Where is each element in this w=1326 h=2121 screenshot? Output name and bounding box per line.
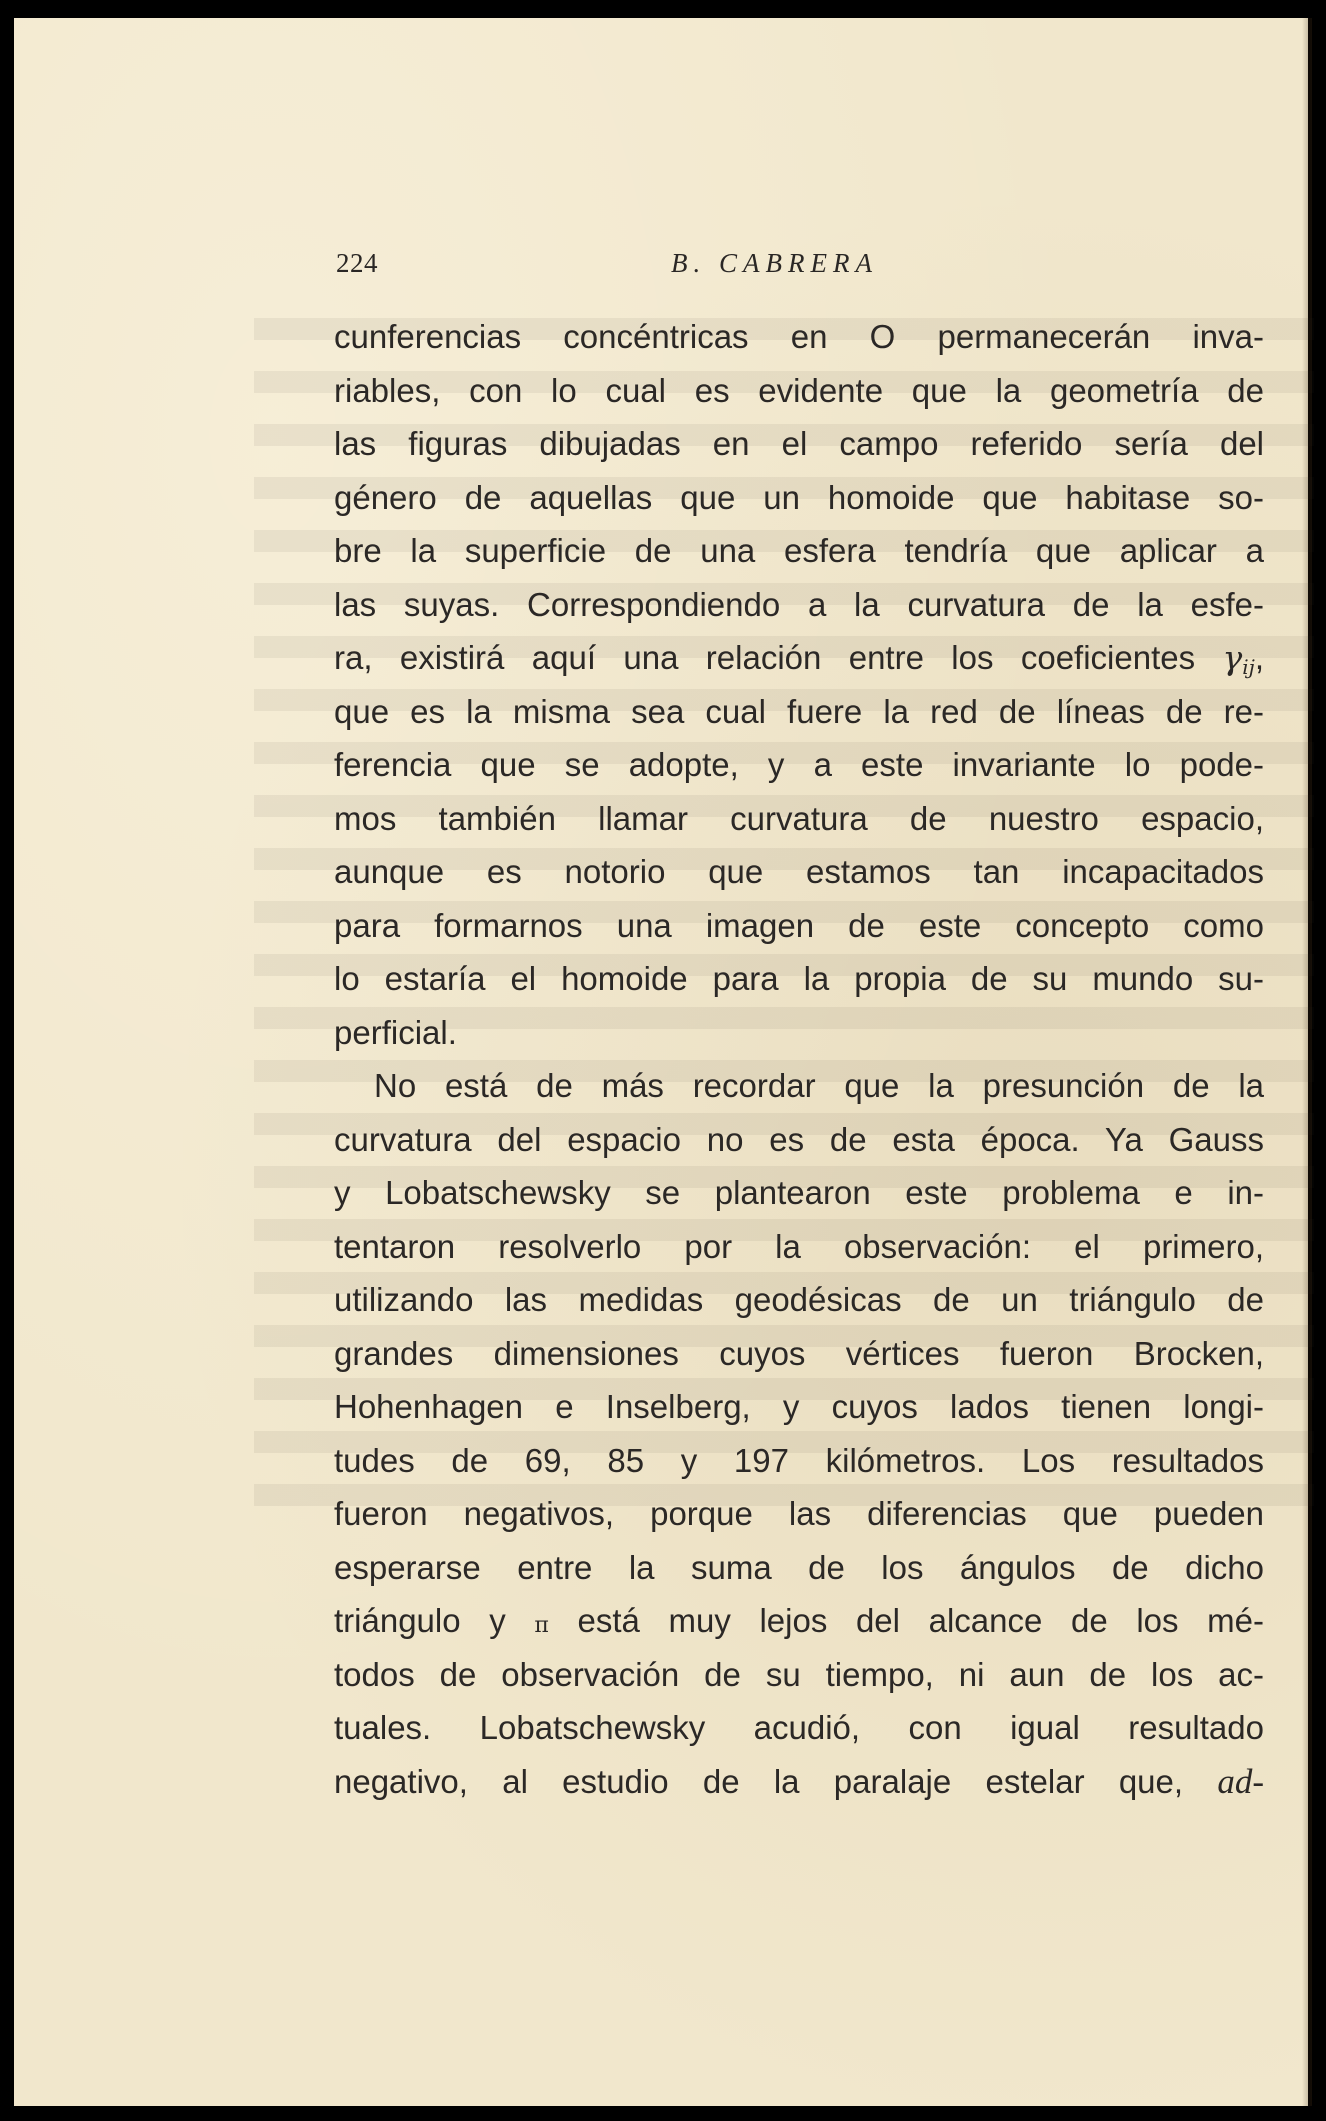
gamma-symbol: γ — [1222, 638, 1243, 677]
text-segment: está muy lejos del alcance de los mé- — [577, 1602, 1264, 1639]
text-line: cunferencias concéntricas en O permanecerán inva- — [334, 318, 1264, 355]
text-line: y Lobatschewsky se plantearon este problema e in- — [334, 1174, 1264, 1211]
text-segment: triángulo y — [334, 1602, 506, 1639]
text-line: curvatura del espacio no es de esta época. Ya Gauss — [334, 1120, 1264, 1158]
gamma-trailing-comma: , — [1254, 639, 1265, 676]
text-line: género de aquellas que un homoide que habitase so- — [334, 478, 1264, 516]
text-line: las suyas. Correspondiendo a la curvatura de la esfe- — [334, 585, 1264, 623]
paragraph-start-line: No está de más recordar que la presunción de la — [374, 1067, 1264, 1104]
text-line: Hohenhagen e Inselberg, y cuyos lados tienen longi- — [334, 1388, 1264, 1425]
pi-symbol: π — [534, 1613, 549, 1638]
text-line: grandes dimensiones cuyos vértices fueron Brocken, — [334, 1334, 1264, 1372]
text-line: para formarnos una imagen de este concepto como — [334, 906, 1264, 944]
page-edge-shadow — [1302, 18, 1312, 2106]
text-line: aunque es notorio que estamos tan incapacitados — [334, 853, 1264, 890]
text-line-with-symbol — [334, 1594, 1264, 1648]
page-header — [336, 248, 1262, 288]
text-line: esperarse entre la suma de los ángulos de dicho — [334, 1548, 1264, 1586]
paragraph-end-line: perficial. — [334, 1013, 457, 1051]
text-line: bre la superficie de una esfera tendría que aplicar a — [334, 532, 1264, 569]
text-line: tuales. Lobatschewsky acudió, con igual resultado — [334, 1709, 1264, 1746]
text-line: fueron negativos, porque las diferencias que pueden — [334, 1495, 1264, 1532]
text-line: lo estaría el homoide para la propia de su mundo su- — [334, 960, 1264, 997]
text-line: riables, con lo cual es evidente que la geometría de — [334, 371, 1264, 409]
text-line: las figuras dibujadas en el campo referido sería del — [334, 425, 1264, 462]
body-text — [334, 310, 1264, 1808]
text-line: utilizando las medidas geodésicas de un triángulo de — [334, 1281, 1264, 1318]
text-line: mos también llamar curvatura de nuestro espacio, — [334, 799, 1264, 837]
text-line: que es la misma sea cual fuere la red de líneas de re- — [334, 692, 1264, 730]
text-line: ferencia que se adopte, y a este invariante lo pode- — [334, 746, 1264, 783]
text-line-with-italic — [334, 1755, 1264, 1809]
page-number: 224 — [336, 248, 378, 278]
text-line: tentaron resolverlo por la observación: el primero, — [334, 1227, 1264, 1265]
italic-hyphenated-word: ad- — [1217, 1761, 1264, 1801]
text-line-with-symbol — [334, 631, 1264, 685]
running-head: B. CABRERA — [671, 248, 878, 278]
gamma-subscript: ij — [1242, 655, 1255, 679]
text-segment: ra, existirá aquí una relación entre los coeficientes — [334, 639, 1196, 676]
text-segment: negativo, al estudio de la paralaje estelar que, — [334, 1762, 1184, 1800]
text-line: tudes de 69, 85 y 197 kilómetros. Los resultados — [334, 1441, 1264, 1479]
text-line: todos de observación de su tiempo, ni aun de los ac- — [334, 1655, 1264, 1693]
